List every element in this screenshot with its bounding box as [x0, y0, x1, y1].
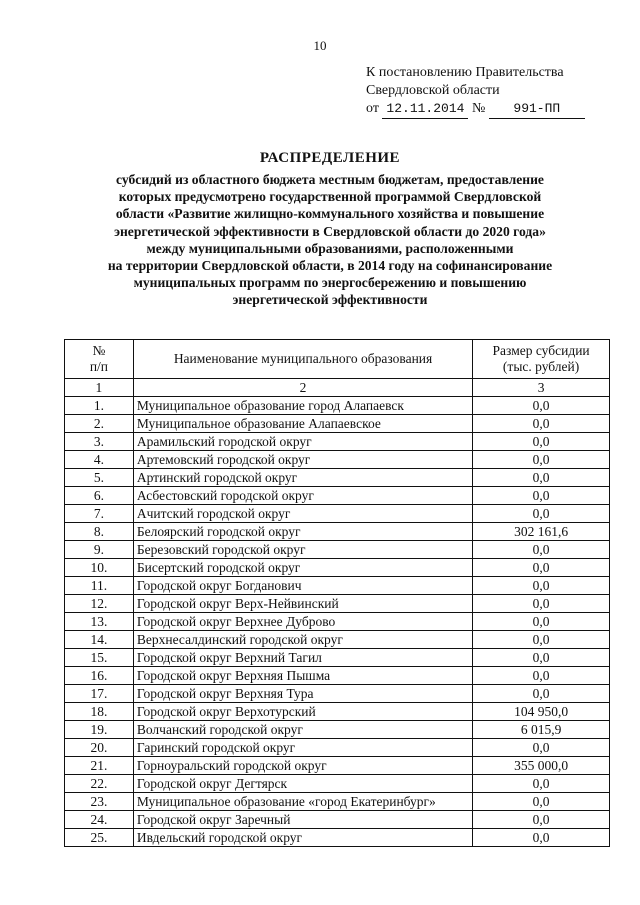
- subsidy-value: 0,0: [473, 811, 610, 829]
- table-row: [65, 667, 610, 685]
- subsidy-value: 0,0: [473, 775, 610, 793]
- approval-block: [366, 64, 585, 119]
- table-row: [65, 613, 610, 631]
- table-row: [65, 793, 610, 811]
- municipality-name: Асбестовский городской округ: [133, 487, 472, 505]
- municipality-name: Березовский городской округ: [133, 541, 472, 559]
- municipality-name: Городской округ Верхняя Пышма: [133, 667, 472, 685]
- column-number-row: [65, 379, 610, 397]
- document-subtitle: [60, 171, 600, 309]
- subsidy-value: 0,0: [473, 739, 610, 757]
- subtitle-line: области «Развитие жилищно-коммунального хозяйства и повышение: [115, 206, 545, 222]
- row-number: 13.: [65, 613, 134, 631]
- column-number: 3: [473, 379, 610, 397]
- municipality-name: Ачитский городской округ: [133, 505, 472, 523]
- subsidy-value: 0,0: [473, 613, 610, 631]
- subsidy-value: 0,0: [473, 631, 610, 649]
- row-number: 23.: [65, 793, 134, 811]
- from-label: от: [366, 101, 379, 116]
- subsidy-value: 0,0: [473, 649, 610, 667]
- row-number: 12.: [65, 595, 134, 613]
- table-row: [65, 829, 610, 847]
- subsidy-value: 0,0: [473, 433, 610, 451]
- row-number: 5.: [65, 469, 134, 487]
- municipality-name: Городской округ Верхотурский: [133, 703, 472, 721]
- column-number: 1: [65, 379, 134, 397]
- table-row: [65, 775, 610, 793]
- subsidy-value: 0,0: [473, 829, 610, 847]
- row-number: 3.: [65, 433, 134, 451]
- subtitle-line: муниципальных программ по энергосбережению и повышению: [133, 275, 527, 291]
- subsidy-value: 0,0: [473, 469, 610, 487]
- row-number: 9.: [65, 541, 134, 559]
- municipality-name: Городской округ Верх-Нейвинский: [133, 595, 472, 613]
- header-subsidy-line2: (тыс. рублей): [502, 359, 580, 374]
- municipality-name: Городской округ Верхняя Тура: [133, 685, 472, 703]
- municipality-name: Артемовский городской округ: [133, 451, 472, 469]
- table-row: [65, 721, 610, 739]
- approval-line-3: [366, 100, 585, 119]
- table-header-row: [65, 340, 610, 379]
- approval-line-2: Свердловской области: [366, 83, 500, 98]
- row-number: 21.: [65, 757, 134, 775]
- row-number: 6.: [65, 487, 134, 505]
- row-number: 11.: [65, 577, 134, 595]
- subsidy-value: 302 161,6: [473, 523, 610, 541]
- row-number: 1.: [65, 397, 134, 415]
- subsidy-value: 0,0: [473, 595, 610, 613]
- row-number: 18.: [65, 703, 134, 721]
- subsidy-value: 0,0: [473, 577, 610, 595]
- subsidy-value: 0,0: [473, 487, 610, 505]
- subtitle-line: которых предусмотрено государственной программой Свердловской: [118, 189, 542, 205]
- municipality-name: Горноуральский городской округ: [133, 757, 472, 775]
- table-row: [65, 739, 610, 757]
- table-row: [65, 469, 610, 487]
- subtitle-line: между муниципальными образованиями, расположенными: [146, 240, 514, 256]
- row-number: 19.: [65, 721, 134, 739]
- table-row: [65, 649, 610, 667]
- row-number: 14.: [65, 631, 134, 649]
- subsidy-value: 0,0: [473, 415, 610, 433]
- subsidy-table: [64, 339, 610, 847]
- row-number: 22.: [65, 775, 134, 793]
- number-label: №: [471, 101, 486, 116]
- table-row: [65, 397, 610, 415]
- header-number: [65, 340, 134, 379]
- table-row: [65, 703, 610, 721]
- header-subsidy: [473, 340, 610, 379]
- table-row: [65, 433, 610, 451]
- municipality-name: Муниципальное образование город Алапаевск: [133, 397, 472, 415]
- subsidy-value: 355 000,0: [473, 757, 610, 775]
- subtitle-line: на территории Свердловской области, в 2014 году на софинансирование: [107, 258, 553, 274]
- municipality-name: Городской округ Богданович: [133, 577, 472, 595]
- subsidy-value: 0,0: [473, 505, 610, 523]
- subsidy-value: 0,0: [473, 685, 610, 703]
- subtitle-line: энергетической эффективности в Свердловской области до 2020 года»: [114, 223, 546, 239]
- municipality-name: Арамильский городской округ: [133, 433, 472, 451]
- table-row: [65, 487, 610, 505]
- table-row: [65, 631, 610, 649]
- document-title: РАСПРЕДЕЛЕНИЕ: [259, 150, 401, 166]
- row-number: 25.: [65, 829, 134, 847]
- table-row: [65, 415, 610, 433]
- municipality-name: Городской округ Дегтярск: [133, 775, 472, 793]
- municipality-name: Бисертский городской округ: [133, 559, 472, 577]
- header-subsidy-line1: Размер субсидии: [492, 343, 590, 358]
- document-heading: [60, 150, 600, 309]
- subsidy-value: 0,0: [473, 793, 610, 811]
- row-number: 24.: [65, 811, 134, 829]
- municipality-name: Городской округ Заречный: [133, 811, 472, 829]
- decree-number: 991-ПП: [489, 100, 585, 119]
- municipality-name: Верхнесалдинский городской округ: [133, 631, 472, 649]
- subsidy-value: 0,0: [473, 667, 610, 685]
- municipality-name: Артинский городской округ: [133, 469, 472, 487]
- page-number: 10: [313, 38, 327, 53]
- subsidy-value: 0,0: [473, 451, 610, 469]
- header-number-line2: п/п: [89, 359, 109, 374]
- municipality-name: Волчанский городской округ: [133, 721, 472, 739]
- column-number: 2: [133, 379, 472, 397]
- decree-date: 12.11.2014: [382, 100, 468, 119]
- table-row: [65, 505, 610, 523]
- municipality-name: Муниципальное образование «город Екатеринбург»: [133, 793, 472, 811]
- row-number: 10.: [65, 559, 134, 577]
- table-row: [65, 685, 610, 703]
- subsidy-value: 104 950,0: [473, 703, 610, 721]
- row-number: 16.: [65, 667, 134, 685]
- table-row: [65, 451, 610, 469]
- approval-line-1: К постановлению Правительства: [366, 65, 564, 80]
- table-row: [65, 595, 610, 613]
- row-number: 20.: [65, 739, 134, 757]
- table-body: [65, 397, 610, 847]
- subsidy-value: 6 015,9: [473, 721, 610, 739]
- table-row: [65, 523, 610, 541]
- municipality-name: Гаринский городской округ: [133, 739, 472, 757]
- municipality-name: Городской округ Верхний Тагил: [133, 649, 472, 667]
- header-name: Наименование муниципального образования: [133, 340, 472, 379]
- subsidy-value: 0,0: [473, 559, 610, 577]
- municipality-name: Белоярский городской округ: [133, 523, 472, 541]
- row-number: 7.: [65, 505, 134, 523]
- row-number: 2.: [65, 415, 134, 433]
- row-number: 15.: [65, 649, 134, 667]
- row-number: 4.: [65, 451, 134, 469]
- subsidy-value: 0,0: [473, 541, 610, 559]
- row-number: 8.: [65, 523, 134, 541]
- municipality-name: Ивдельский городской округ: [133, 829, 472, 847]
- municipality-name: Муниципальное образование Алапаевское: [133, 415, 472, 433]
- table-row: [65, 559, 610, 577]
- table-row: [65, 811, 610, 829]
- table-row: [65, 541, 610, 559]
- subtitle-line: субсидий из областного бюджета местным бюджетам, предоставление: [116, 172, 544, 187]
- subsidy-value: 0,0: [473, 397, 610, 415]
- table-row: [65, 757, 610, 775]
- row-number: 17.: [65, 685, 134, 703]
- subtitle-line: энергетической эффективности: [232, 292, 428, 308]
- municipality-name: Городской округ Верхнее Дуброво: [133, 613, 472, 631]
- table-row: [65, 577, 610, 595]
- header-number-line1: №: [92, 343, 106, 358]
